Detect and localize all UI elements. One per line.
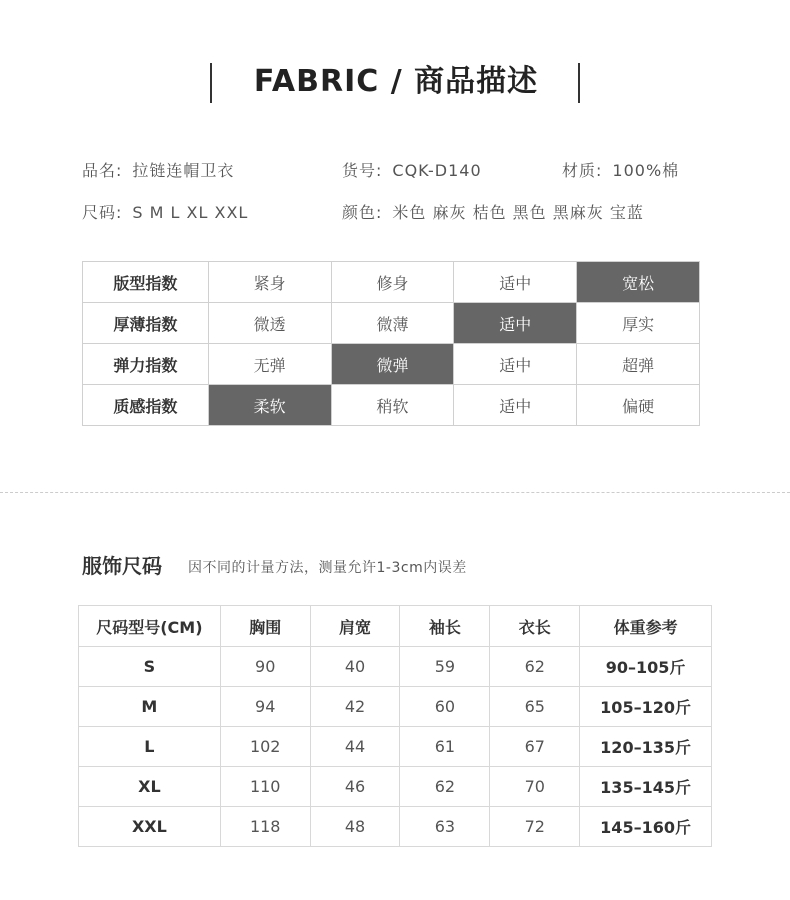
size-label-cell: XL xyxy=(79,767,221,807)
fabric-row-label: 版型指数 xyxy=(83,262,209,303)
fabric-option: 微薄 xyxy=(331,303,454,344)
size-label-cell: XXL xyxy=(79,807,221,847)
size-value-cell: 120–135斤 xyxy=(580,727,712,767)
size-value-cell: 90–105斤 xyxy=(580,647,712,687)
size-table-row xyxy=(79,687,712,727)
info-label: 货号: xyxy=(342,161,383,180)
fabric-row-label: 厚薄指数 xyxy=(83,303,209,344)
page-title: FABRIC / 商品描述 xyxy=(253,64,539,99)
size-value-cell: 40 xyxy=(310,647,400,687)
fabric-row xyxy=(83,262,700,303)
fabric-option: 紧身 xyxy=(208,262,331,303)
size-value-cell: 118 xyxy=(220,807,310,847)
size-column-header: 衣长 xyxy=(490,606,580,647)
fabric-row xyxy=(83,344,700,385)
size-label-cell: L xyxy=(79,727,221,767)
fabric-row xyxy=(83,303,700,344)
info-value: 拉链连帽卫衣 xyxy=(132,161,235,180)
size-value-cell: 61 xyxy=(400,727,490,767)
fabric-option-selected: 微弹 xyxy=(331,344,454,385)
size-value-cell: 67 xyxy=(490,727,580,767)
size-table-row xyxy=(79,647,712,687)
section-divider xyxy=(0,492,790,493)
size-value-cell: 65 xyxy=(490,687,580,727)
size-value-cell: 94 xyxy=(220,687,310,727)
size-value-cell: 42 xyxy=(310,687,400,727)
size-value-cell: 60 xyxy=(400,687,490,727)
size-column-header: 袖长 xyxy=(400,606,490,647)
info-label: 材质: xyxy=(562,161,603,180)
size-section-note: 因不同的计量方法，测量允许1-3cm内误差 xyxy=(188,560,467,576)
info-product-name xyxy=(82,160,234,182)
fabric-option: 厚实 xyxy=(577,303,700,344)
info-material xyxy=(562,160,679,182)
fabric-option: 无弹 xyxy=(208,344,331,385)
fabric-index-table xyxy=(82,261,700,426)
size-label-cell: M xyxy=(79,687,221,727)
info-value: 米色 麻灰 桔色 黑色 黑麻灰 宝蓝 xyxy=(392,203,644,222)
size-label-cell: S xyxy=(79,647,221,687)
size-table-row xyxy=(79,727,712,767)
fabric-row-label: 弹力指数 xyxy=(83,344,209,385)
info-sizes xyxy=(82,202,248,224)
fabric-option: 适中 xyxy=(454,385,577,426)
info-value: 100%棉 xyxy=(612,161,680,180)
fabric-option-selected: 适中 xyxy=(454,303,577,344)
fabric-option: 超弹 xyxy=(577,344,700,385)
size-value-cell: 48 xyxy=(310,807,400,847)
fabric-row xyxy=(83,385,700,426)
size-column-header: 尺码型号(CM) xyxy=(79,606,221,647)
size-table-row xyxy=(79,807,712,847)
title-right-bar xyxy=(578,63,580,103)
info-label: 尺码: xyxy=(82,203,123,222)
fabric-option: 微透 xyxy=(208,303,331,344)
fabric-row-label: 质感指数 xyxy=(83,385,209,426)
size-value-cell: 62 xyxy=(400,767,490,807)
size-table-header-row xyxy=(79,606,712,647)
size-section-title: 服饰尺码 xyxy=(82,554,162,578)
size-value-cell: 63 xyxy=(400,807,490,847)
size-value-cell: 59 xyxy=(400,647,490,687)
fabric-option-selected: 宽松 xyxy=(577,262,700,303)
fabric-option: 偏硬 xyxy=(577,385,700,426)
size-table-row xyxy=(79,767,712,807)
size-value-cell: 135–145斤 xyxy=(580,767,712,807)
size-value-cell: 145–160斤 xyxy=(580,807,712,847)
info-value: CQK-D140 xyxy=(392,161,482,180)
fabric-option-selected: 柔软 xyxy=(208,385,331,426)
size-value-cell: 46 xyxy=(310,767,400,807)
info-item-number xyxy=(342,160,482,182)
size-column-header: 肩宽 xyxy=(310,606,400,647)
info-label: 品名: xyxy=(82,161,123,180)
size-value-cell: 72 xyxy=(490,807,580,847)
size-value-cell: 70 xyxy=(490,767,580,807)
info-value: S M L XL XXL xyxy=(132,203,249,222)
size-value-cell: 62 xyxy=(490,647,580,687)
fabric-option: 适中 xyxy=(454,262,577,303)
size-value-cell: 102 xyxy=(220,727,310,767)
size-value-cell: 105–120斤 xyxy=(580,687,712,727)
fabric-option: 适中 xyxy=(454,344,577,385)
fabric-option: 稍软 xyxy=(331,385,454,426)
info-colors xyxy=(342,202,644,224)
size-chart-table xyxy=(78,605,712,847)
fabric-option: 修身 xyxy=(331,262,454,303)
size-value-cell: 44 xyxy=(310,727,400,767)
info-label: 颜色: xyxy=(342,203,383,222)
size-value-cell: 110 xyxy=(220,767,310,807)
size-column-header: 胸围 xyxy=(220,606,310,647)
size-value-cell: 90 xyxy=(220,647,310,687)
size-column-header: 体重参考 xyxy=(580,606,712,647)
